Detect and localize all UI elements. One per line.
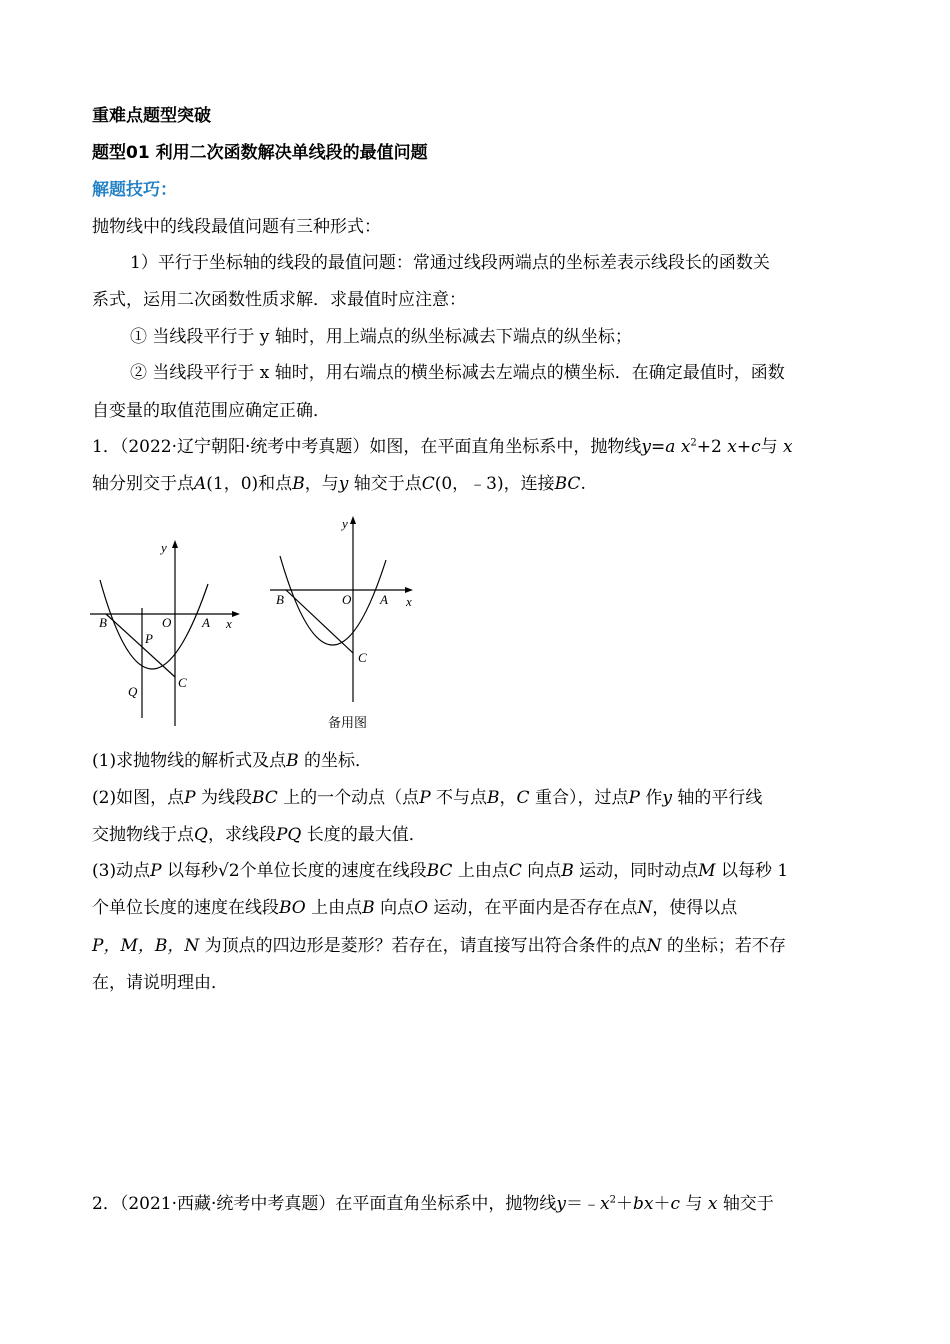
segment-BC: BC [426,861,453,881]
point-B: B [362,898,375,918]
part2-text: 交抛物线于点 [92,825,194,845]
coord-A: (1，0)和点 [206,474,293,494]
part3-text: (3)动点 [92,861,151,881]
tip3-line1: ② 当线段平行于 x 轴时，用右端点的横坐标减去左端点的横坐标．在确定最值时，函数 [130,363,785,383]
part3-text: 以每秒 [166,861,218,881]
q1-text: 轴分别交于点 [92,474,194,494]
eq-rest: +2 [696,437,722,457]
eq-sup: 2 [690,437,697,449]
intro-text: 抛物线中的线段最值问题有三种形式： [92,217,381,237]
eq-part: ＋ [615,1194,633,1214]
q1-part3-line4: 在，请说明理由． [92,973,228,993]
label-B: B [276,592,284,607]
eq-c: c [670,1194,680,1214]
eq-y: y [641,437,652,457]
tip1-line1: 1）平行于坐标轴的线段的最值问题：常通过线段两端点的坐标差表示线段长的函数关 [130,253,770,273]
part3-text: 以每秒 1 [721,861,789,881]
eq-part: ＝﹣ [566,1194,601,1214]
x-axis-arrow [232,611,240,617]
eq-x: x [600,1194,610,1214]
q1-part1 [92,750,372,772]
eq-plus: + [736,437,752,457]
q1-part2-line1 [92,787,762,809]
point-Q: Q [194,825,208,845]
part2-text: (2)如图，点 [92,788,185,808]
point-B: B [292,474,305,494]
point-O: O [414,898,428,918]
label-x: x [406,594,412,609]
var-y: y [338,474,349,494]
label-B: B [99,615,107,630]
q1-text: 轴交于点 [353,474,422,494]
q1-source: （2022·辽宁朝阳·统考中考真题）如图，在平面直角坐标系中，抛物线 [119,437,642,457]
figure-main [86,536,246,728]
q1-part2-line2 [92,824,426,846]
period: . [580,474,586,494]
var-x: x [707,1194,718,1214]
point-P: P [150,861,162,881]
part3-text: 运动，在平面内是否存在点 [433,898,638,918]
eq-x2: x [727,437,737,457]
point-B: B [286,751,299,771]
segment-BO: BO [279,898,306,918]
type-title: 题型01 利用二次函数解决单线段的最值问题 [92,143,428,163]
var-y: y [662,788,672,808]
point-N: N [637,898,653,918]
part2-text: ， [499,788,517,808]
point-B: B [487,788,500,808]
part2-text: 为线段 [200,788,252,808]
figure-backup [266,512,426,704]
part3-text: 的坐标；若不存 [666,936,786,956]
q1-part3-line2 [92,897,737,919]
eq-x: x [680,437,691,457]
section-heading: 重难点题型突破 [92,106,211,126]
part3-text: 上由点 [457,861,509,881]
q2-line1 [92,1193,774,1215]
q2-text: （2021·西藏·统考中考真题）在平面直角坐标系中，抛物线 [119,1194,557,1214]
part2-text: 重合），过点 [534,788,629,808]
part3-text: 向点 [380,898,415,918]
x-axis-arrow [405,587,413,593]
point-P: P [419,788,431,808]
sqrt-two: √2 [217,861,240,881]
figure-caption: 备用图 [328,716,368,731]
q1-part3-line1 [92,860,788,882]
y-axis-arrow [350,516,356,524]
eq-part: ＋ [653,1194,671,1214]
y-axis-arrow [172,540,178,548]
point-C: C [508,861,522,881]
part1-text: 的坐标． [304,751,372,771]
label-A: A [380,592,388,607]
label-C: C [358,650,367,665]
eq-tail: 与 [760,437,778,457]
label-A: A [202,615,210,630]
part1-text: (1)求抛物线的解析式及点 [92,751,287,771]
part3-text: 运动，同时动点 [579,861,699,881]
eq-a: a [665,437,676,457]
tip3-line2: 自变量的取值范围应确定正确． [92,401,330,421]
label-Q: Q [128,684,138,699]
q1-part3-line3 [92,935,786,957]
point-C: C [516,788,530,808]
parabola [100,580,208,669]
coord-C: (0，﹣3)，连接 [434,474,555,494]
eq-bx: bx [632,1194,654,1214]
q1-line2 [92,473,586,495]
eq-sup: 2 [609,1194,616,1206]
vertex-points: P，M，B，N [92,936,200,956]
part2-text: 长度的最大值． [306,825,426,845]
point-P: P [184,788,196,808]
q2-number: 2． [92,1194,120,1214]
point-M: M [698,861,716,881]
label-O: O [162,615,172,630]
segment-BC: BC [554,474,581,494]
eq-xaxis: x [783,437,793,457]
point-A: A [194,474,207,494]
part3-text: 个单位长度的速度在线段 [239,861,427,881]
q1-number: 1． [92,437,120,457]
q1-line1 [92,436,793,458]
part2-text: 作 [645,788,663,808]
part3-text: 向点 [527,861,562,881]
label-C: C [178,675,187,690]
q2-text: 轴交于 [722,1194,774,1214]
tip2-line: ① 当线段平行于 y 轴时，用上端点的纵坐标减去下端点的纵坐标； [130,327,632,347]
segment-PQ: PQ [275,825,302,845]
part3-text: 个单位长度的速度在线段 [92,898,279,918]
tip1-line2: 系式，运用二次函数性质求解．求最值时应注意： [92,290,466,310]
label-x: x [226,616,232,631]
point-C: C [421,474,435,494]
label-P: P [145,631,153,646]
q2-text: 与 [685,1194,703,1214]
label-y: y [161,540,167,555]
part2-text: ，求线段 [207,825,276,845]
part2-text: 轴的平行线 [677,788,763,808]
eq-equals: = [651,437,666,457]
point-P: P [628,788,640,808]
part3-text: 为顶点的四边形是菱形？若存在，请直接写出符合条件的点 [204,936,647,956]
point-B: B [561,861,574,881]
label-O: O [342,592,352,607]
tips-label: 解题技巧： [92,180,177,200]
part3-text: ，使得以点 [652,898,738,918]
segment-BC: BC [251,788,278,808]
eq-c: c [751,437,761,457]
part2-text: 上的一个动点（点 [283,788,420,808]
parabola [280,556,386,645]
point-N: N [646,936,662,956]
label-y: y [342,516,348,531]
part2-text: 不与点 [436,788,488,808]
part3-text: 上由点 [311,898,363,918]
q1-text: ，与 [304,474,339,494]
eq-y: y [556,1194,567,1214]
